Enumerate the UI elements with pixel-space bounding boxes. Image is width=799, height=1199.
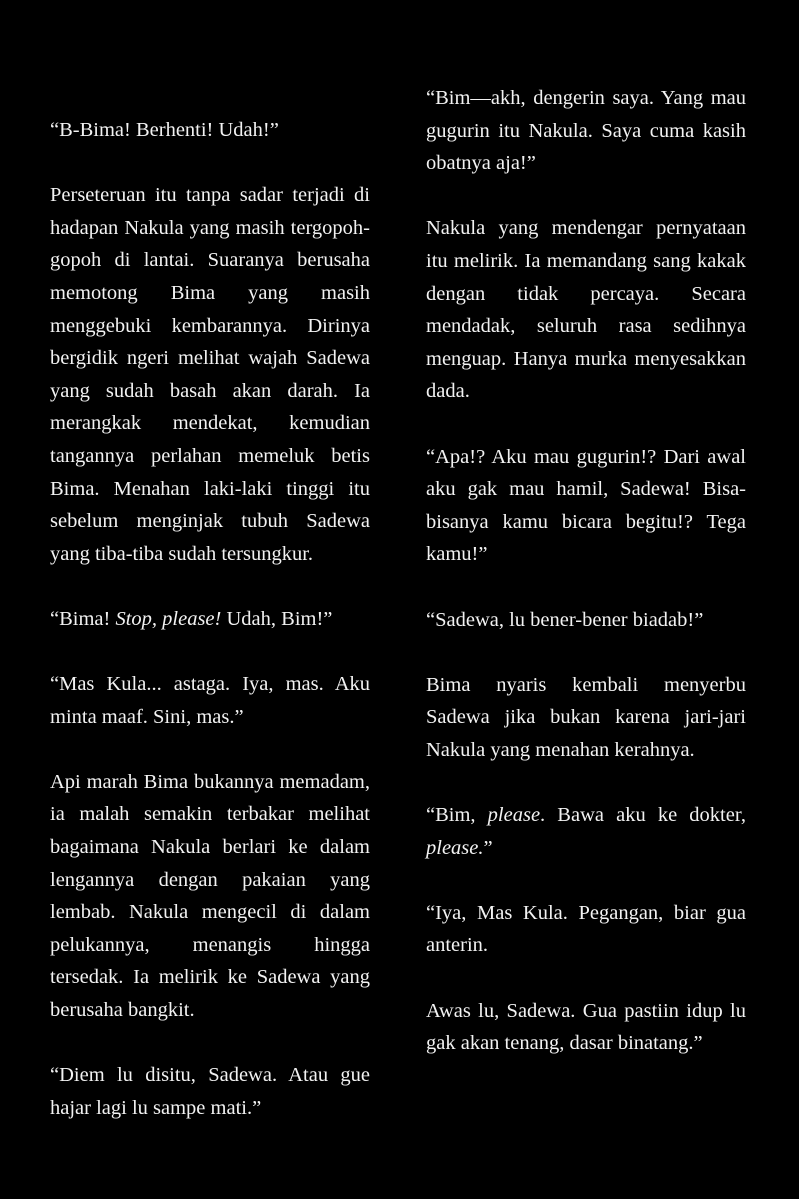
dialogue-paragraph: [426, 799, 746, 864]
dialogue-paragraph: “Iya, Mas Kula. Pegangan, biar gua anterin.: [426, 901, 746, 957]
italic-text: Stop, please!: [115, 607, 222, 630]
dialogue-paragraph: “B-Bima! Berhenti! Udah!”: [50, 119, 279, 141]
dialogue-paragraph: “Mas Kula... astaga. Iya, mas. Aku minta maaf. Sini, mas.”: [50, 673, 370, 728]
narration-paragraph: Perseteruan itu tanpa sadar terjadi di hadapan Nakula yang masih tergopoh-gopoh di lantai. Suaranya berusaha memotong Bima yang masih menggebuki kembarannya. Dirinya bergidik ngeri melihat wajah Sadewa yang sudah basah akan darah. Ia merangkak mendekat, kemudian tangannya perlahan memeluk betis Bima. Menahan laki-laki tinggi itu sebelum menginjak tubuh Sadewa yang tiba-tiba sudah tersungkur.: [50, 184, 370, 565]
narration-paragraph: Bima nyaris kembali menyerbu Sadewa jika bukan karena jari-jari Nakula yang menahan kerahnya.: [426, 673, 746, 761]
right-column: [426, 82, 746, 1092]
dialogue-paragraph: “Bim—akh, dengerin saya. Yang mau gugurin itu Nakula. Saya cuma kasih obatnya aja!”: [426, 87, 746, 175]
italic-text: please: [487, 804, 541, 827]
dialogue-text: Udah, Bim!”: [221, 607, 333, 630]
narration-paragraph: Nakula yang mendengar pernyataan itu melirik. Ia memandang sang kakak dengan tidak percaya. Secara mendadak, seluruh rasa sedihnya menguap. Hanya murka menyesakkan dada.: [426, 217, 746, 403]
dialogue-paragraph: Awas lu, Sadewa. Gua pastiin idup lu gak akan tenang, dasar binatang.”: [426, 999, 746, 1055]
narration-paragraph: Api marah Bima bukannya memadam, ia malah semakin terbakar melihat bagaimana Nakula berlari ke dalam lengannya dengan pakaian yang lembab. Nakula mengecil di dalam pelukannya, menangis hingga tersedak. Ia melirik ke Sadewa yang berusaha bangkit.: [50, 770, 370, 1022]
dialogue-paragraph: “Diem lu disitu, Sadewa. Atau gue hajar lagi lu sampe mati.”: [50, 1064, 370, 1119]
dialogue-text: “Bima!: [50, 607, 116, 630]
left-column: [50, 114, 370, 1157]
dialogue-text: ”: [483, 836, 493, 859]
dialogue-paragraph: [50, 603, 370, 636]
dialogue-paragraph: “Sadewa, lu bener-bener biadab!”: [426, 608, 704, 631]
dialogue-paragraph: “Apa!? Aku mau gugurin!? Dari awal aku gak mau hamil, Sadewa! Bisa-bisanya kamu bicara begitu!? Tega kamu!”: [426, 445, 746, 566]
dialogue-text: “Bim,: [426, 804, 488, 827]
dialogue-text: . Bawa aku ke dokter,: [540, 804, 746, 827]
italic-text: please.: [426, 836, 484, 859]
